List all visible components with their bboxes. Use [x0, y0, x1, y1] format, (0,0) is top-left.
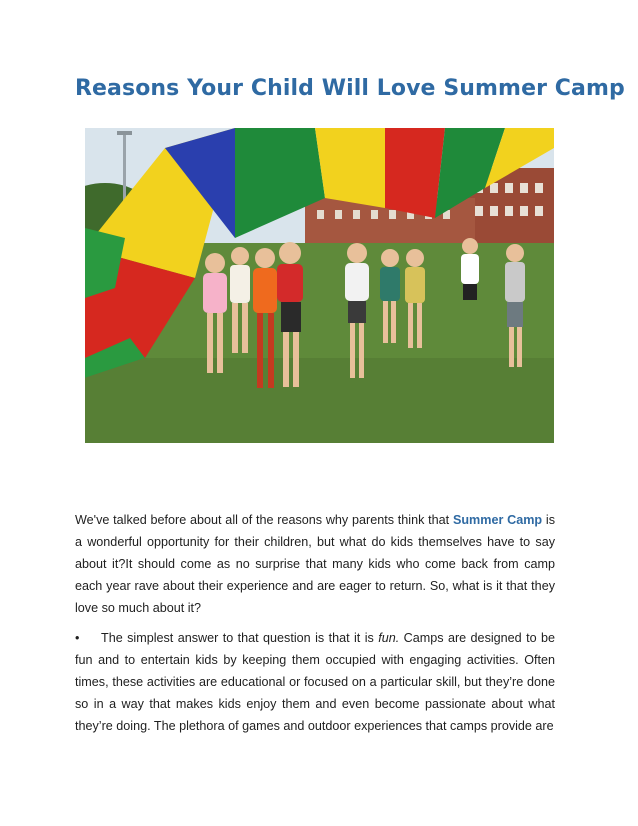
summer-camp-link[interactable]: Summer Camp	[452, 513, 543, 527]
bullet-emphasis: fun.	[378, 631, 400, 645]
bullet-text-start: The simplest answer to that question is that it is	[101, 631, 379, 645]
summer-camp-photo	[85, 128, 554, 443]
intro-text-start: We've talked before about all of the reasons why parents think that	[75, 513, 453, 527]
parachute-illustration	[85, 128, 554, 443]
intro-paragraph	[75, 509, 555, 619]
intro-text-end: is a wonderful opportunity for their children, but what do kids themselves have to say about it?It should come as no surprise that many kids who come back from camp each year rave about their experience and are eager to return. So, what is it that they love so much about it?	[75, 513, 556, 615]
page-title: Reasons Your Child Will Love Summer Camp	[75, 76, 625, 101]
bullet-icon: •	[75, 631, 80, 645]
bullet-item	[75, 627, 555, 737]
bullet-text-end: Camps are designed to be fun and to entertain kids by keeping them occupied with engaging activities. Often times, these activities are educational or focused on a particular skill, but they’re done so in a way that makes kids enjoy them and even become passionate about what they’re doing. The plethora of games and outdoor experiences that camps provide are	[75, 631, 556, 733]
